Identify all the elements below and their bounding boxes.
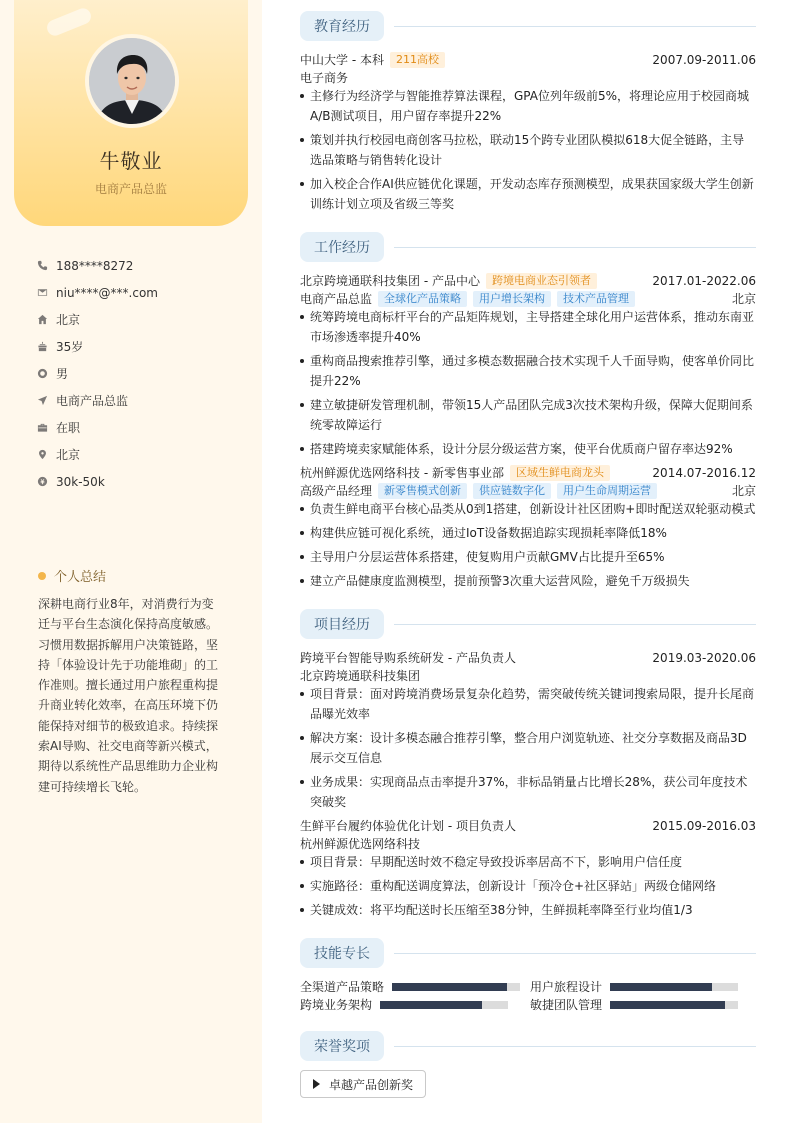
education-row [300, 51, 756, 68]
cake-icon [36, 341, 48, 353]
skill-bar [610, 1001, 738, 1009]
company-badge: 跨境电商业态引领者 [486, 273, 597, 289]
skill-tag: 全球化产品策略 [378, 291, 467, 307]
list-item: 重构商品搜索推荐引擎，通过多模态数据融合技术实现千人千面导购，使客单价同比提升22% [300, 351, 756, 391]
list-item: 统筹跨境电商标杆平台的产品矩阵规划，主导搭建全球化用户运营体系，推动东南亚市场渗透率提升40% [300, 307, 756, 347]
section-title: 教育经历 [300, 11, 384, 41]
skill-fill [610, 983, 712, 991]
divider [394, 1046, 756, 1047]
skill-tag: 新零售模式创新 [378, 483, 467, 499]
period: 2015.09-2016.03 [652, 818, 756, 833]
avatar-photo [89, 38, 175, 124]
decoration [45, 6, 94, 38]
skill-name: 跨境业务架构 [300, 998, 373, 1012]
list-item: 实施路径：重构配送调度算法，创新设计「预冷仓+社区驿站」两级仓储网络 [300, 876, 756, 896]
period: 2014.07-2016.12 [652, 465, 756, 480]
gender-icon [36, 368, 48, 380]
salary-icon [36, 476, 48, 488]
section-awards [300, 1031, 756, 1061]
project-org: 杭州鲜源优选网络科技 [300, 837, 421, 851]
skill-tag: 技术产品管理 [557, 291, 635, 307]
send-icon [36, 395, 48, 407]
list-item: 负责生鲜电商平台核心品类从0到1搭建，创新设计社区团购+即时配送双轮驱动模式 [300, 499, 756, 519]
contact-text: 电商产品总监 [56, 394, 129, 408]
contact-position [36, 387, 158, 414]
contact-text: 30k-50k [56, 474, 105, 489]
summary-title: 个人总结 [54, 570, 107, 585]
list-item: 项目背景：面对跨境消费场景复杂化趋势，需突破传统关键词搜索局限，提升长尾商品曝光效率 [300, 684, 756, 724]
skill-tag: 用户增长架构 [473, 291, 551, 307]
contact-salary [36, 468, 158, 495]
summary-heading [38, 566, 106, 585]
skill-item [300, 978, 520, 995]
period: 2017.01-2022.06 [652, 273, 756, 288]
skill-tag: 用户生命周期运营 [557, 483, 657, 499]
city: 北京 [731, 292, 756, 306]
skill-bar [380, 1001, 508, 1009]
contact-phone [36, 252, 158, 279]
list-item: 主导用户分层运营体系搭建，使复购用户贡献GMV占比提升至65% [300, 547, 756, 567]
list-item: 主修行为经济学与智能推荐算法课程，GPA位列年级前5%，将理论应用于校园商城A/B测试项目，用户留存率提升22% [300, 86, 756, 126]
contact-text: 男 [56, 367, 69, 381]
project-org-row [300, 835, 756, 852]
section-title: 项目经历 [300, 609, 384, 639]
skill-bar [610, 983, 738, 991]
school-name: 中山大学 - 本科 [300, 53, 384, 67]
contact-text: 35岁 [56, 340, 84, 354]
major-row [300, 69, 756, 86]
sidebar [0, 0, 262, 1123]
contact-home [36, 306, 158, 333]
mail-icon [36, 287, 48, 299]
skill-item [300, 996, 508, 1013]
list-item: 关键成效：将平均配送时长压缩至38分钟，生鲜损耗率降至行业均值1/3 [300, 900, 756, 920]
list-item: 建立敏捷研发管理机制，带领15人产品团队完成3次技术架构升级，保障大促期间系统零故障运行 [300, 395, 756, 435]
skill-name: 敏捷团队管理 [530, 998, 603, 1012]
section-projects [300, 609, 756, 639]
list-item: 构建供应链可视化系统，通过IoT设备数据追踪实现损耗率降低18% [300, 523, 756, 543]
position: 高级产品经理 [300, 484, 373, 498]
project-name: 跨境平台智能导购系统研发 - 产品负责人 [300, 651, 516, 665]
company-name: 杭州鲜源优选网络科技 - 新零售事业部 [300, 466, 504, 480]
job-header [300, 464, 756, 481]
summary-text: 深耕电商行业8年，对消费行为变迁与平台生态演化保持高度敏感。习惯用数据拆解用户决策链路，坚持「体验设计先于功能堆砌」的工作准则。擅长通过用户旅程重构提升商业转化效率，在高压环境下仍能保持对细节的极致追求。持续探索AI导购、社交电商等新兴模式，期待以系统性产品思维助力企业构建可持续增长飞轮。 [38, 597, 219, 794]
city: 北京 [731, 484, 756, 498]
contact-gender [36, 360, 158, 387]
job-header [300, 272, 756, 289]
profile-name: 牛敬业 [99, 149, 163, 173]
section-title: 技能专长 [300, 938, 384, 968]
list-item: 搭建跨境卖家赋能体系，设计分层分级运营方案，使平台优质商户留存率达92% [300, 439, 756, 459]
location-icon [36, 449, 48, 461]
contact-text: 北京 [56, 313, 81, 327]
position: 电商产品总监 [300, 292, 373, 306]
profile-card [14, 0, 248, 226]
avatar [89, 38, 175, 124]
contact-text: niu****@***.com [56, 285, 158, 300]
divider [394, 953, 756, 954]
project-header [300, 817, 756, 834]
section-work [300, 232, 756, 262]
company-name: 北京跨境通联科技集团 - 产品中心 [300, 274, 480, 288]
skill-item [530, 978, 738, 995]
skill-name: 用户旅程设计 [530, 980, 603, 994]
phone-icon [36, 260, 48, 272]
list-item: 建立产品健康度监测模型，提前预警3次重大运营风险，避免千万级损失 [300, 571, 756, 591]
skill-tag: 供应链数字化 [473, 483, 551, 499]
section-title: 工作经历 [300, 232, 384, 262]
skill-fill [610, 1001, 725, 1009]
period: 2019.03-2020.06 [652, 650, 756, 665]
list-item: 业务成果：实现商品点击率提升37%，非标品销量占比增长28%，获公司年度技术突破奖 [300, 772, 756, 812]
job-position-row [300, 482, 756, 499]
award-label: 卓越产品创新奖 [329, 1077, 414, 1092]
home-icon [36, 314, 48, 326]
divider [394, 26, 756, 27]
project-header [300, 649, 756, 666]
contact-text: 北京 [56, 448, 81, 462]
contact-age [36, 333, 158, 360]
profile-title: 电商产品总监 [94, 182, 167, 196]
bullet-dot [38, 572, 46, 580]
list-item: 策划并执行校园电商创客马拉松，联动15个跨专业团队模拟618大促全链路，主导选品策略与销售转化设计 [300, 130, 756, 170]
project-name: 生鲜平台履约体验优化计划 - 项目负责人 [300, 819, 516, 833]
divider [394, 247, 756, 248]
contact-location [36, 441, 158, 468]
skill-name: 全渠道产品策略 [300, 980, 385, 994]
contact-list [36, 252, 158, 495]
play-icon [313, 1079, 320, 1089]
company-badge: 区域生鲜电商龙头 [510, 465, 610, 481]
major: 电子商务 [300, 71, 349, 85]
briefcase-icon [36, 422, 48, 434]
section-skills [300, 938, 756, 968]
list-item: 项目背景：早期配送时效不稳定导致投诉率居高不下，影响用户信任度 [300, 852, 756, 872]
award-item[interactable] [300, 1070, 426, 1098]
project-org-row [300, 667, 756, 684]
avatar-frame [85, 34, 179, 128]
contact-email [36, 279, 158, 306]
contact-status [36, 414, 158, 441]
contact-text: 188****8272 [56, 258, 134, 273]
skill-bar [392, 983, 520, 991]
job-position-row [300, 290, 756, 307]
section-education [300, 11, 756, 41]
list-item: 解决方案：设计多模态融合推荐引擎，整合用户浏览轨迹、社交分享数据及商品3D展示交互信息 [300, 728, 756, 768]
divider [394, 624, 756, 625]
skill-fill [392, 983, 507, 991]
list-item: 加入校企合作AI供应链优化课题，开发动态库存预测模型，成果获国家级大学生创新训练计划立项及省级三等奖 [300, 174, 756, 214]
project-org: 北京跨境通联科技集团 [300, 669, 421, 683]
skill-item [530, 996, 738, 1013]
school-tag: 211高校 [390, 52, 445, 68]
skill-fill [380, 1001, 482, 1009]
contact-text: 在职 [56, 421, 81, 435]
period: 2007.09-2011.06 [652, 52, 756, 67]
section-title: 荣誉奖项 [300, 1031, 384, 1061]
